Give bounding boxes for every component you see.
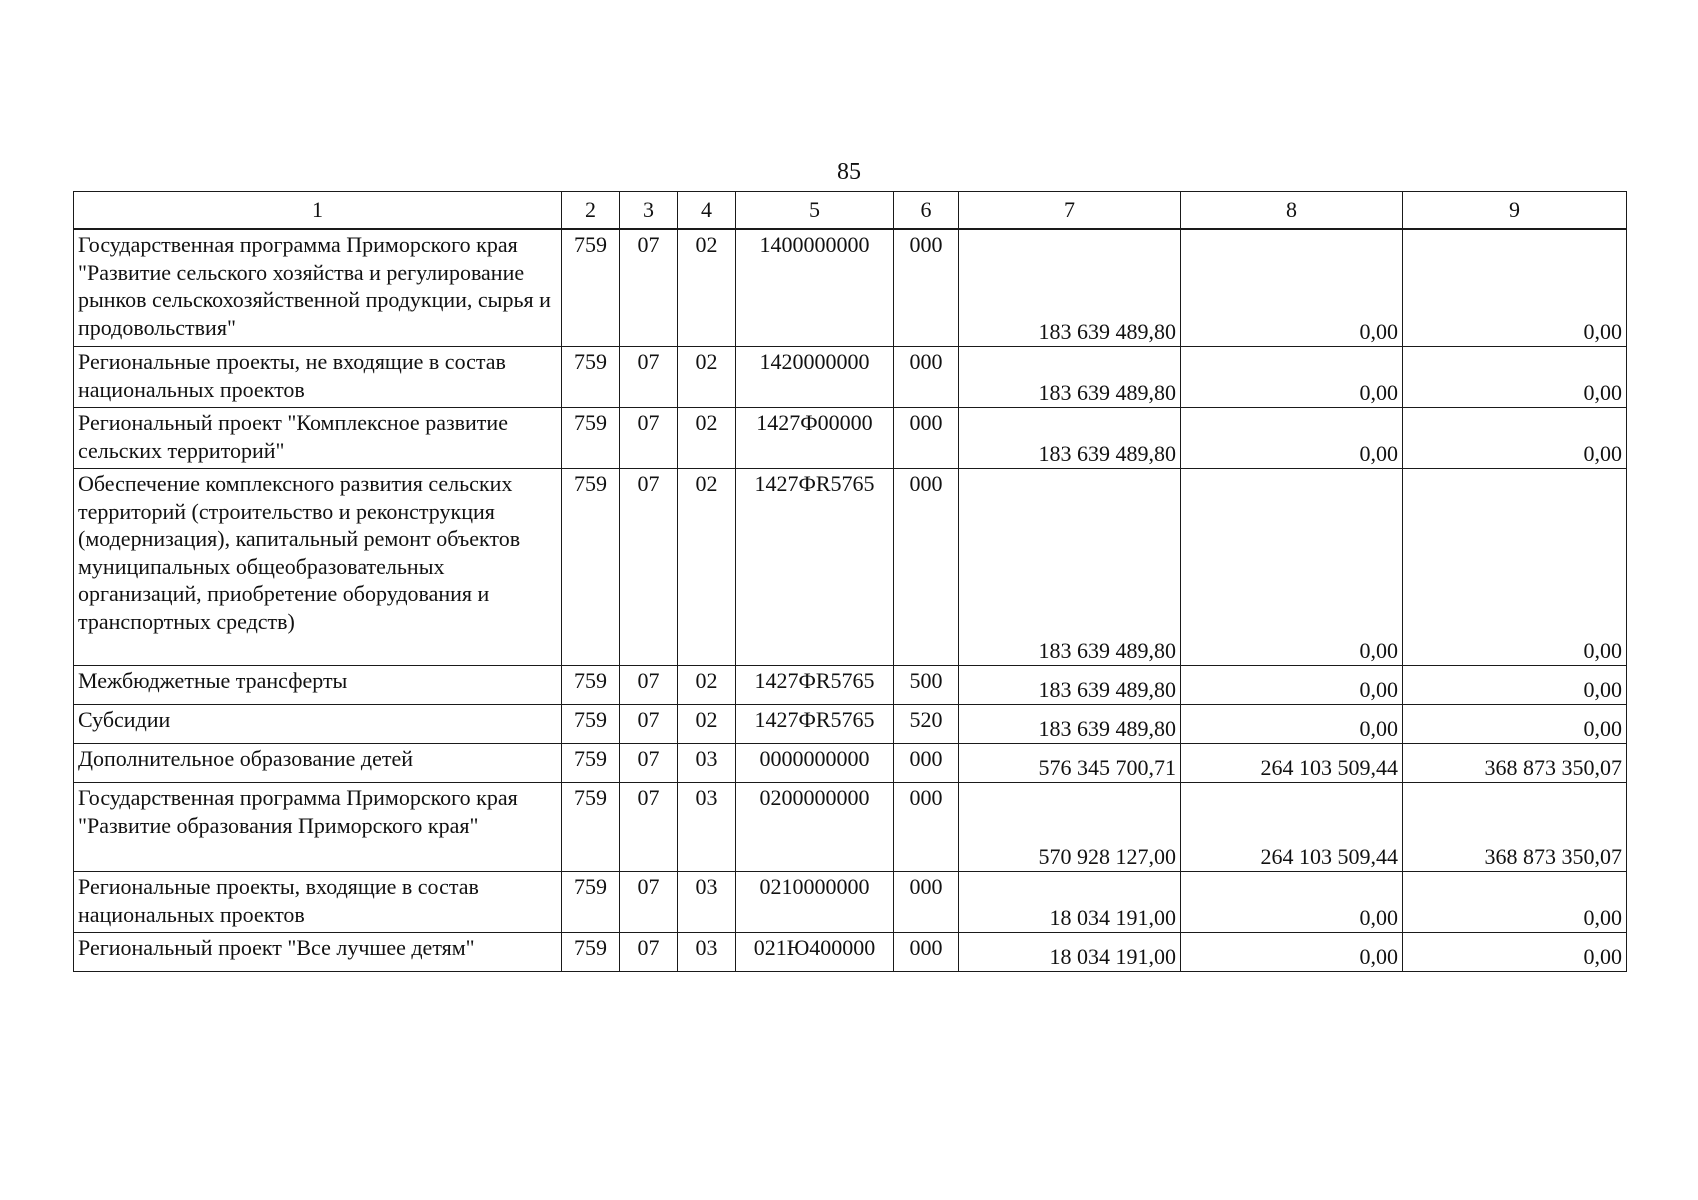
table-row [74, 666, 1627, 705]
section-code: 07 [620, 408, 678, 469]
target-article-code: 1427ФR5765 [736, 666, 894, 705]
section-code: 07 [620, 229, 678, 347]
ministry-code: 759 [562, 347, 620, 408]
ministry-code: 759 [562, 705, 620, 744]
table-row [74, 705, 1627, 744]
expense-type-code: 000 [894, 872, 959, 933]
column-header-2: 2 [562, 192, 620, 230]
ministry-code: 759 [562, 872, 620, 933]
target-article-code: 0000000000 [736, 744, 894, 783]
section-code: 07 [620, 744, 678, 783]
amount-col-7: 18 034 191,00 [959, 933, 1181, 972]
subsection-code: 02 [678, 408, 736, 469]
amount-col-7: 18 034 191,00 [959, 872, 1181, 933]
column-number-row [74, 192, 1627, 230]
amount-col-7: 183 639 489,80 [959, 705, 1181, 744]
ministry-code: 759 [562, 783, 620, 872]
amount-col-9: 0,00 [1403, 705, 1627, 744]
target-article-code: 0200000000 [736, 783, 894, 872]
amount-col-7: 183 639 489,80 [959, 469, 1181, 666]
row-name: Обеспечение комплексного развития сельских территорий (строительство и реконструкция (модернизация), капитальный ремонт объектов муниципальных общеобразовательных организаций, приобретение оборудования и транспортных средств) [74, 469, 562, 666]
amount-col-8: 0,00 [1181, 469, 1403, 666]
amount-col-9: 0,00 [1403, 872, 1627, 933]
table-row [74, 347, 1627, 408]
column-header-5: 5 [736, 192, 894, 230]
amount-col-8: 264 103 509,44 [1181, 783, 1403, 872]
ministry-code: 759 [562, 933, 620, 972]
row-name: Региональные проекты, не входящие в состав национальных проектов [74, 347, 562, 408]
row-name: Дополнительное образование детей [74, 744, 562, 783]
column-header-8: 8 [1181, 192, 1403, 230]
amount-col-8: 0,00 [1181, 229, 1403, 347]
amount-col-9: 0,00 [1403, 933, 1627, 972]
expense-type-code: 500 [894, 666, 959, 705]
row-name: Межбюджетные трансферты [74, 666, 562, 705]
subsection-code: 03 [678, 933, 736, 972]
amount-col-9: 0,00 [1403, 408, 1627, 469]
target-article-code: 0210000000 [736, 872, 894, 933]
expense-type-code: 000 [894, 783, 959, 872]
column-header-9: 9 [1403, 192, 1627, 230]
ministry-code: 759 [562, 666, 620, 705]
amount-col-8: 0,00 [1181, 408, 1403, 469]
column-header-3: 3 [620, 192, 678, 230]
section-code: 07 [620, 933, 678, 972]
column-header-1: 1 [74, 192, 562, 230]
subsection-code: 03 [678, 872, 736, 933]
expense-type-code: 000 [894, 229, 959, 347]
amount-col-9: 368 873 350,07 [1403, 744, 1627, 783]
subsection-code: 02 [678, 229, 736, 347]
table-row [74, 933, 1627, 972]
row-name: Региональный проект "Все лучшее детям" [74, 933, 562, 972]
expense-type-code: 520 [894, 705, 959, 744]
amount-col-9: 368 873 350,07 [1403, 783, 1627, 872]
section-code: 07 [620, 705, 678, 744]
expense-type-code: 000 [894, 408, 959, 469]
amount-col-9: 0,00 [1403, 469, 1627, 666]
amount-col-9: 0,00 [1403, 347, 1627, 408]
ministry-code: 759 [562, 744, 620, 783]
row-name: Региональные проекты, входящие в состав национальных проектов [74, 872, 562, 933]
expense-type-code: 000 [894, 347, 959, 408]
amount-col-8: 0,00 [1181, 705, 1403, 744]
table-row [74, 408, 1627, 469]
target-article-code: 1427Ф00000 [736, 408, 894, 469]
amount-col-8: 264 103 509,44 [1181, 744, 1403, 783]
row-name: Субсидии [74, 705, 562, 744]
subsection-code: 03 [678, 783, 736, 872]
target-article-code: 1427ФR5765 [736, 705, 894, 744]
row-name: Государственная программа Приморского края "Развитие сельского хозяйства и регулирование рынков сельскохозяйственной продукции, сырья и продовольствия" [74, 229, 562, 347]
ministry-code: 759 [562, 229, 620, 347]
budget-table [73, 191, 1627, 972]
row-name: Государственная программа Приморского края "Развитие образования Приморского края" [74, 783, 562, 872]
column-header-4: 4 [678, 192, 736, 230]
amount-col-9: 0,00 [1403, 229, 1627, 347]
amount-col-8: 0,00 [1181, 872, 1403, 933]
amount-col-7: 183 639 489,80 [959, 408, 1181, 469]
section-code: 07 [620, 347, 678, 408]
expense-type-code: 000 [894, 933, 959, 972]
row-name: Региональный проект "Комплексное развитие сельских территорий" [74, 408, 562, 469]
target-article-code: 021Ю400000 [736, 933, 894, 972]
amount-col-7: 570 928 127,00 [959, 783, 1181, 872]
page-number: 85 [837, 159, 861, 185]
subsection-code: 03 [678, 744, 736, 783]
section-code: 07 [620, 666, 678, 705]
table-row [74, 783, 1627, 872]
expense-type-code: 000 [894, 744, 959, 783]
amount-col-9: 0,00 [1403, 666, 1627, 705]
subsection-code: 02 [678, 666, 736, 705]
table-row [74, 469, 1627, 666]
subsection-code: 02 [678, 705, 736, 744]
amount-col-7: 183 639 489,80 [959, 666, 1181, 705]
subsection-code: 02 [678, 469, 736, 666]
amount-col-8: 0,00 [1181, 347, 1403, 408]
amount-col-7: 576 345 700,71 [959, 744, 1181, 783]
table-row [74, 872, 1627, 933]
section-code: 07 [620, 872, 678, 933]
target-article-code: 1400000000 [736, 229, 894, 347]
subsection-code: 02 [678, 347, 736, 408]
expense-type-code: 000 [894, 469, 959, 666]
ministry-code: 759 [562, 469, 620, 666]
section-code: 07 [620, 469, 678, 666]
amount-col-8: 0,00 [1181, 933, 1403, 972]
amount-col-7: 183 639 489,80 [959, 347, 1181, 408]
table-row [74, 744, 1627, 783]
target-article-code: 1420000000 [736, 347, 894, 408]
amount-col-7: 183 639 489,80 [959, 229, 1181, 347]
ministry-code: 759 [562, 408, 620, 469]
amount-col-8: 0,00 [1181, 666, 1403, 705]
target-article-code: 1427ФR5765 [736, 469, 894, 666]
table-row [74, 229, 1627, 347]
section-code: 07 [620, 783, 678, 872]
column-header-6: 6 [894, 192, 959, 230]
column-header-7: 7 [959, 192, 1181, 230]
